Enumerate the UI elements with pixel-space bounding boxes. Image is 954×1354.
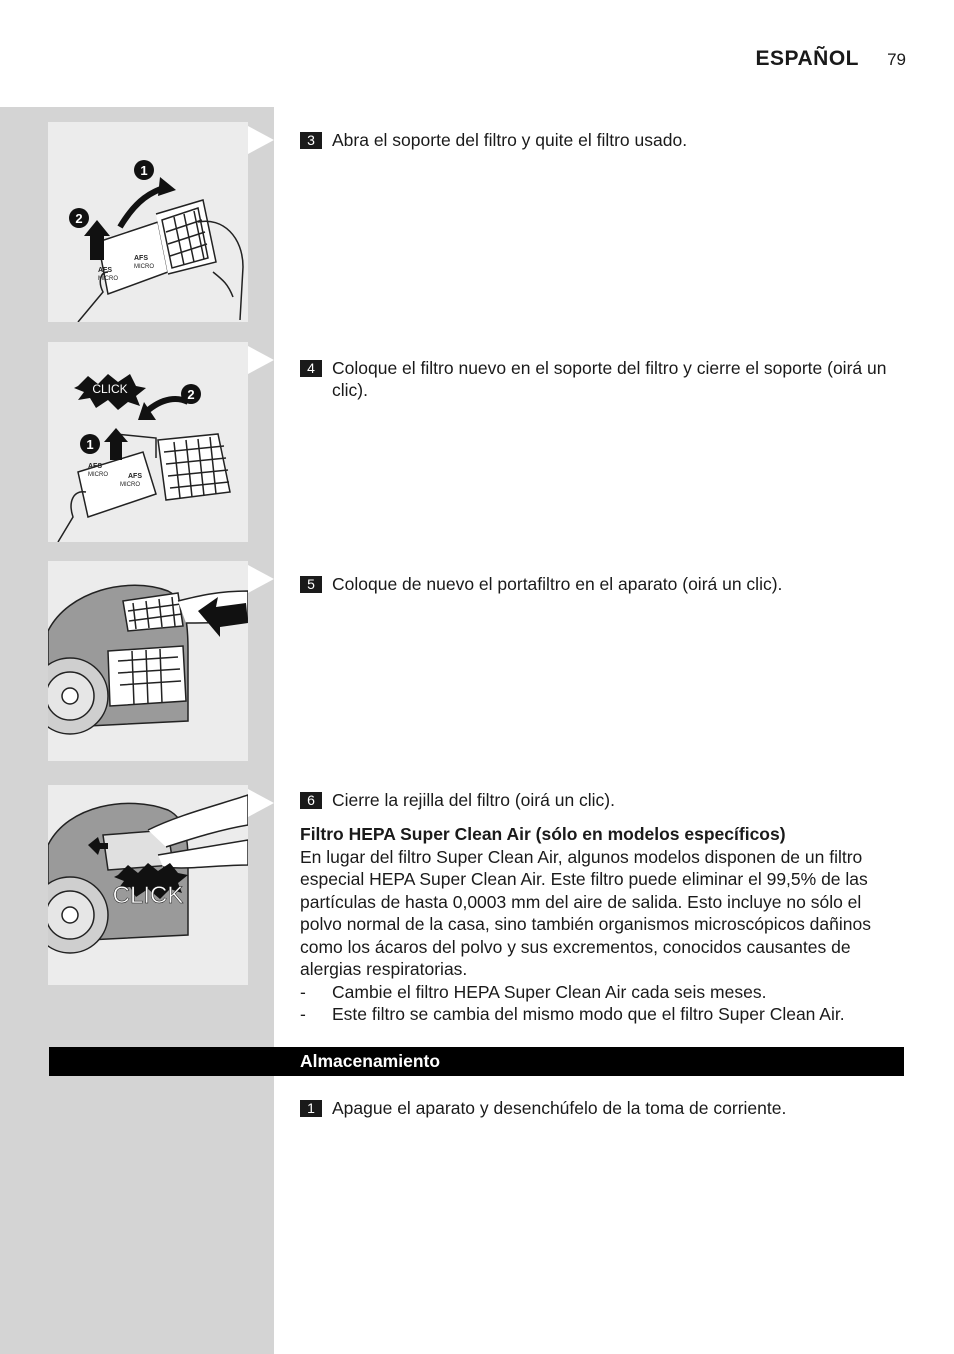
click-label: CLICK — [92, 382, 128, 396]
step-number: 6 — [300, 792, 322, 809]
step-number: 4 — [300, 360, 322, 377]
hepa-heading: Filtro HEPA Super Clean Air (sólo en modelos específicos) — [300, 824, 786, 844]
afs-label: AFS — [88, 463, 102, 470]
step-text: Cierre la rejilla del filtro (oirá un clic). — [332, 790, 615, 810]
step-5 — [300, 573, 900, 595]
afs-label: AFS — [98, 267, 112, 274]
figure-replace-filter-holder — [48, 561, 248, 761]
pointer-arrow — [248, 346, 274, 374]
bullet-text: Cambie el filtro HEPA Super Clean Air cada seis meses. — [332, 981, 767, 1002]
vacuum-filter-holder-illustration — [48, 561, 248, 761]
hepa-body: En lugar del filtro Super Clean Air, algunos modelos disponen de un filtro especial HEPA Super Clean Air. Este filtro puede eliminar el 99,5% de las partículas de hasta 0,0003 mm del aire de salida. Esto incluye no sólo el polvo normal de la casa, sino también organismos microscópicos dañinos como los ácaros del polvo y sus excrementos, conocidos causantes de alergias respiratorias. — [300, 846, 871, 979]
figure-open-filter-holder — [48, 122, 248, 322]
step-text: Abra el soporte del filtro y quite el filtro usado. — [332, 130, 688, 150]
step-text: Apague el aparato y desenchúfelo de la toma de corriente. — [332, 1098, 787, 1118]
step-text: Coloque de nuevo el portafiltro en el aparato (oirá un clic). — [332, 574, 783, 594]
bullet-text: Este filtro se cambia del mismo modo que el filtro Super Clean Air. — [332, 1004, 845, 1024]
callout-2: 2 — [75, 211, 83, 226]
step-4 — [300, 357, 900, 401]
figure-close-filter-grille — [48, 785, 248, 985]
bullet-dash: - — [300, 981, 306, 1002]
filter-removal-illustration — [48, 122, 248, 322]
callout-1: 1 — [140, 163, 148, 178]
pointer-arrow — [248, 126, 274, 154]
step-number: 3 — [300, 132, 322, 149]
micro-label: MICRO — [98, 276, 118, 282]
micro-label-2: MICRO — [120, 482, 140, 488]
micro-label-2: MICRO — [134, 264, 154, 270]
click-label: CLICK — [112, 882, 184, 909]
step-number: 5 — [300, 576, 322, 593]
storage-section-heading: Almacenamiento — [49, 1047, 904, 1076]
page-number: 79 — [887, 50, 906, 69]
bullet-item — [300, 981, 900, 1004]
bullet-dash: - — [300, 1004, 306, 1024]
step-6 — [300, 789, 900, 811]
bullet-item — [300, 1003, 900, 1026]
micro-label: MICRO — [88, 472, 108, 478]
figure-insert-new-filter — [48, 342, 248, 542]
step-number: 1 — [300, 1100, 322, 1117]
callout-1: 1 — [86, 437, 94, 452]
afs-label-2: AFS — [134, 255, 148, 262]
hepa-filter-section — [300, 823, 900, 1026]
language-header: ESPAÑOL — [755, 47, 859, 70]
filter-insert-illustration — [48, 342, 248, 542]
callout-2: 2 — [187, 387, 195, 402]
step-3 — [300, 129, 900, 151]
storage-step-1 — [300, 1097, 900, 1119]
step-text: Coloque el filtro nuevo en el soporte del filtro y cierre el soporte (oirá un clic). — [332, 358, 887, 400]
vacuum-grille-illustration — [48, 785, 248, 985]
pointer-arrow — [248, 565, 274, 593]
pointer-arrow — [248, 789, 274, 817]
afs-label-2: AFS — [128, 473, 142, 480]
